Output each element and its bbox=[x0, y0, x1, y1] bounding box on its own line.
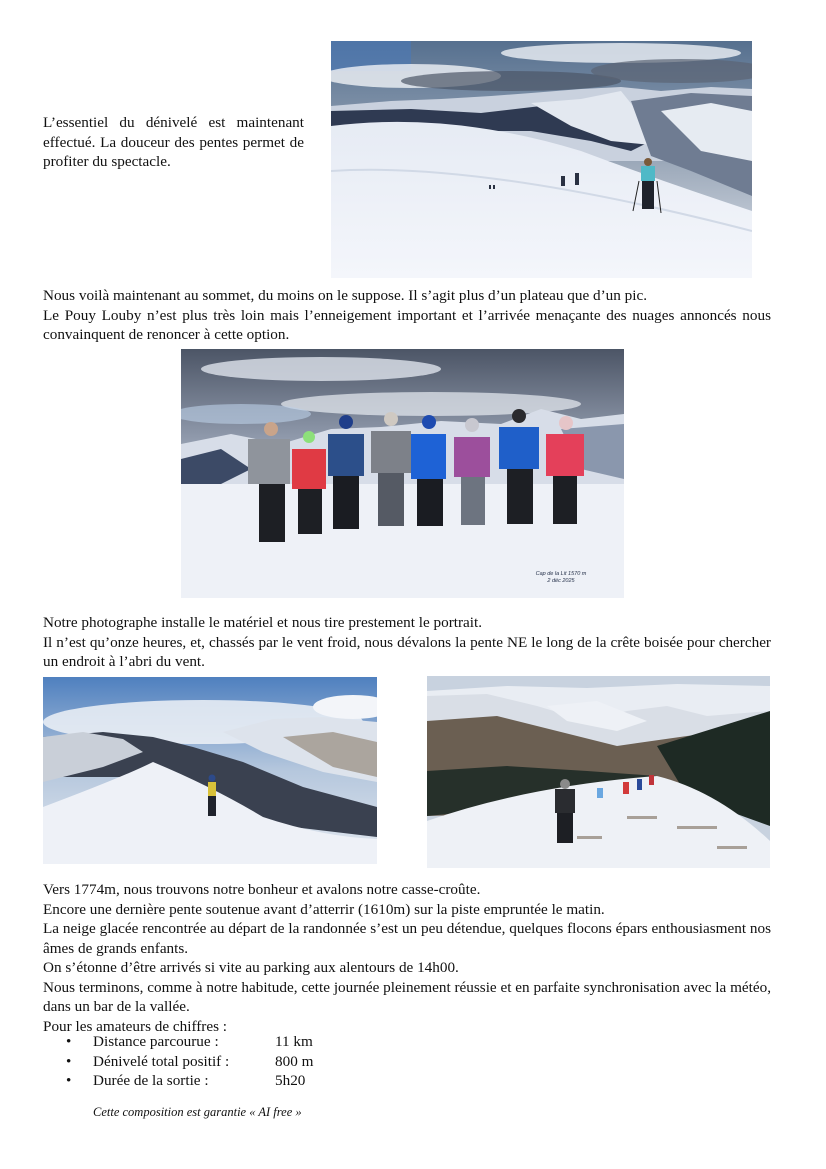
photo-wooded-ridge bbox=[427, 676, 770, 868]
caption-date: 2 déc 2025 bbox=[547, 578, 575, 584]
photo-ridge-image bbox=[43, 677, 377, 864]
stat-duration bbox=[66, 1071, 313, 1091]
photo-ascent bbox=[331, 41, 752, 278]
bullet-icon: • bbox=[66, 1072, 72, 1089]
conclusion-line-3: La neige glacée rencontrée au départ de la randonnée s’est un peu détendue, quelques flocons épars enthousiasment nos âmes de grands enfants. bbox=[43, 920, 771, 957]
summit-line-2: Le Pouy Louby n’est plus très loin mais l’enneigement important et l’arrivée menaçante des nuages annoncés nous convainquent de renoncer à cette option. bbox=[43, 306, 771, 343]
stat-value: 11 km bbox=[275, 1033, 313, 1050]
descent-line-1: Notre photographe installe le matériel et nous tire prestement le portrait. bbox=[43, 614, 483, 631]
photo-group-image bbox=[181, 349, 624, 598]
caption-location: Cap de la Lit 1570 m bbox=[535, 571, 587, 577]
stats-list bbox=[66, 1032, 313, 1091]
descent-line-2: Il n’est qu’onze heures, et, chassés par le vent froid, nous dévalons la pente NE le long de la crête boisée pour chercher un endroit à l’abri du vent. bbox=[43, 633, 771, 670]
intro-paragraph bbox=[43, 113, 304, 172]
conclusion-line-1: Vers 1774m, nous trouvons notre bonheur et avalons notre casse-croûte. bbox=[43, 881, 481, 898]
descent-paragraph bbox=[43, 613, 771, 672]
bullet-icon: • bbox=[66, 1033, 72, 1050]
conclusion-line-4: On s’étonne d’être arrivés si vite au parking aux alentours de 14h00. bbox=[43, 959, 459, 976]
stat-value: 800 m bbox=[275, 1052, 314, 1070]
photo-caption bbox=[531, 571, 591, 585]
stat-value: 5h20 bbox=[275, 1072, 306, 1089]
conclusion-paragraph bbox=[43, 880, 771, 1036]
stat-label: Durée de la sortie : bbox=[93, 1072, 209, 1089]
stat-elevation bbox=[66, 1052, 313, 1072]
intro-text: L’essentiel du dénivelé est maintenant effectué. La douceur des pentes permet de profiter du spectacle. bbox=[43, 114, 304, 170]
footer-note: Cette composition est garantie « AI free » bbox=[93, 1105, 302, 1119]
summit-line-1: Nous voilà maintenant au sommet, du moins on le suppose. Il s’agit plus d’un plateau que d’un pic. bbox=[43, 287, 648, 304]
photo-ascent-image bbox=[331, 41, 752, 278]
summit-paragraph bbox=[43, 286, 771, 345]
stat-distance bbox=[66, 1032, 313, 1052]
conclusion-line-6: Pour les amateurs de chiffres : bbox=[43, 1017, 228, 1035]
photo-wooded-image bbox=[427, 676, 770, 868]
conclusion-line-5: Nous terminons, comme à notre habitude, cette journée pleinement réussie et en parfaite synchronisation avec la météo, dans un bar de la vallée. bbox=[43, 978, 771, 1015]
stat-label: Dénivelé total positif : bbox=[93, 1052, 230, 1070]
conclusion-line-2: Encore une dernière pente soutenue avant d’atterrir (1610m) sur la piste empruntée le matin. bbox=[43, 900, 605, 918]
photo-ridge-descent bbox=[43, 677, 377, 864]
photo-group-summit bbox=[181, 349, 624, 598]
bullet-icon: • bbox=[66, 1052, 72, 1070]
stat-label: Distance parcourue : bbox=[93, 1033, 219, 1050]
